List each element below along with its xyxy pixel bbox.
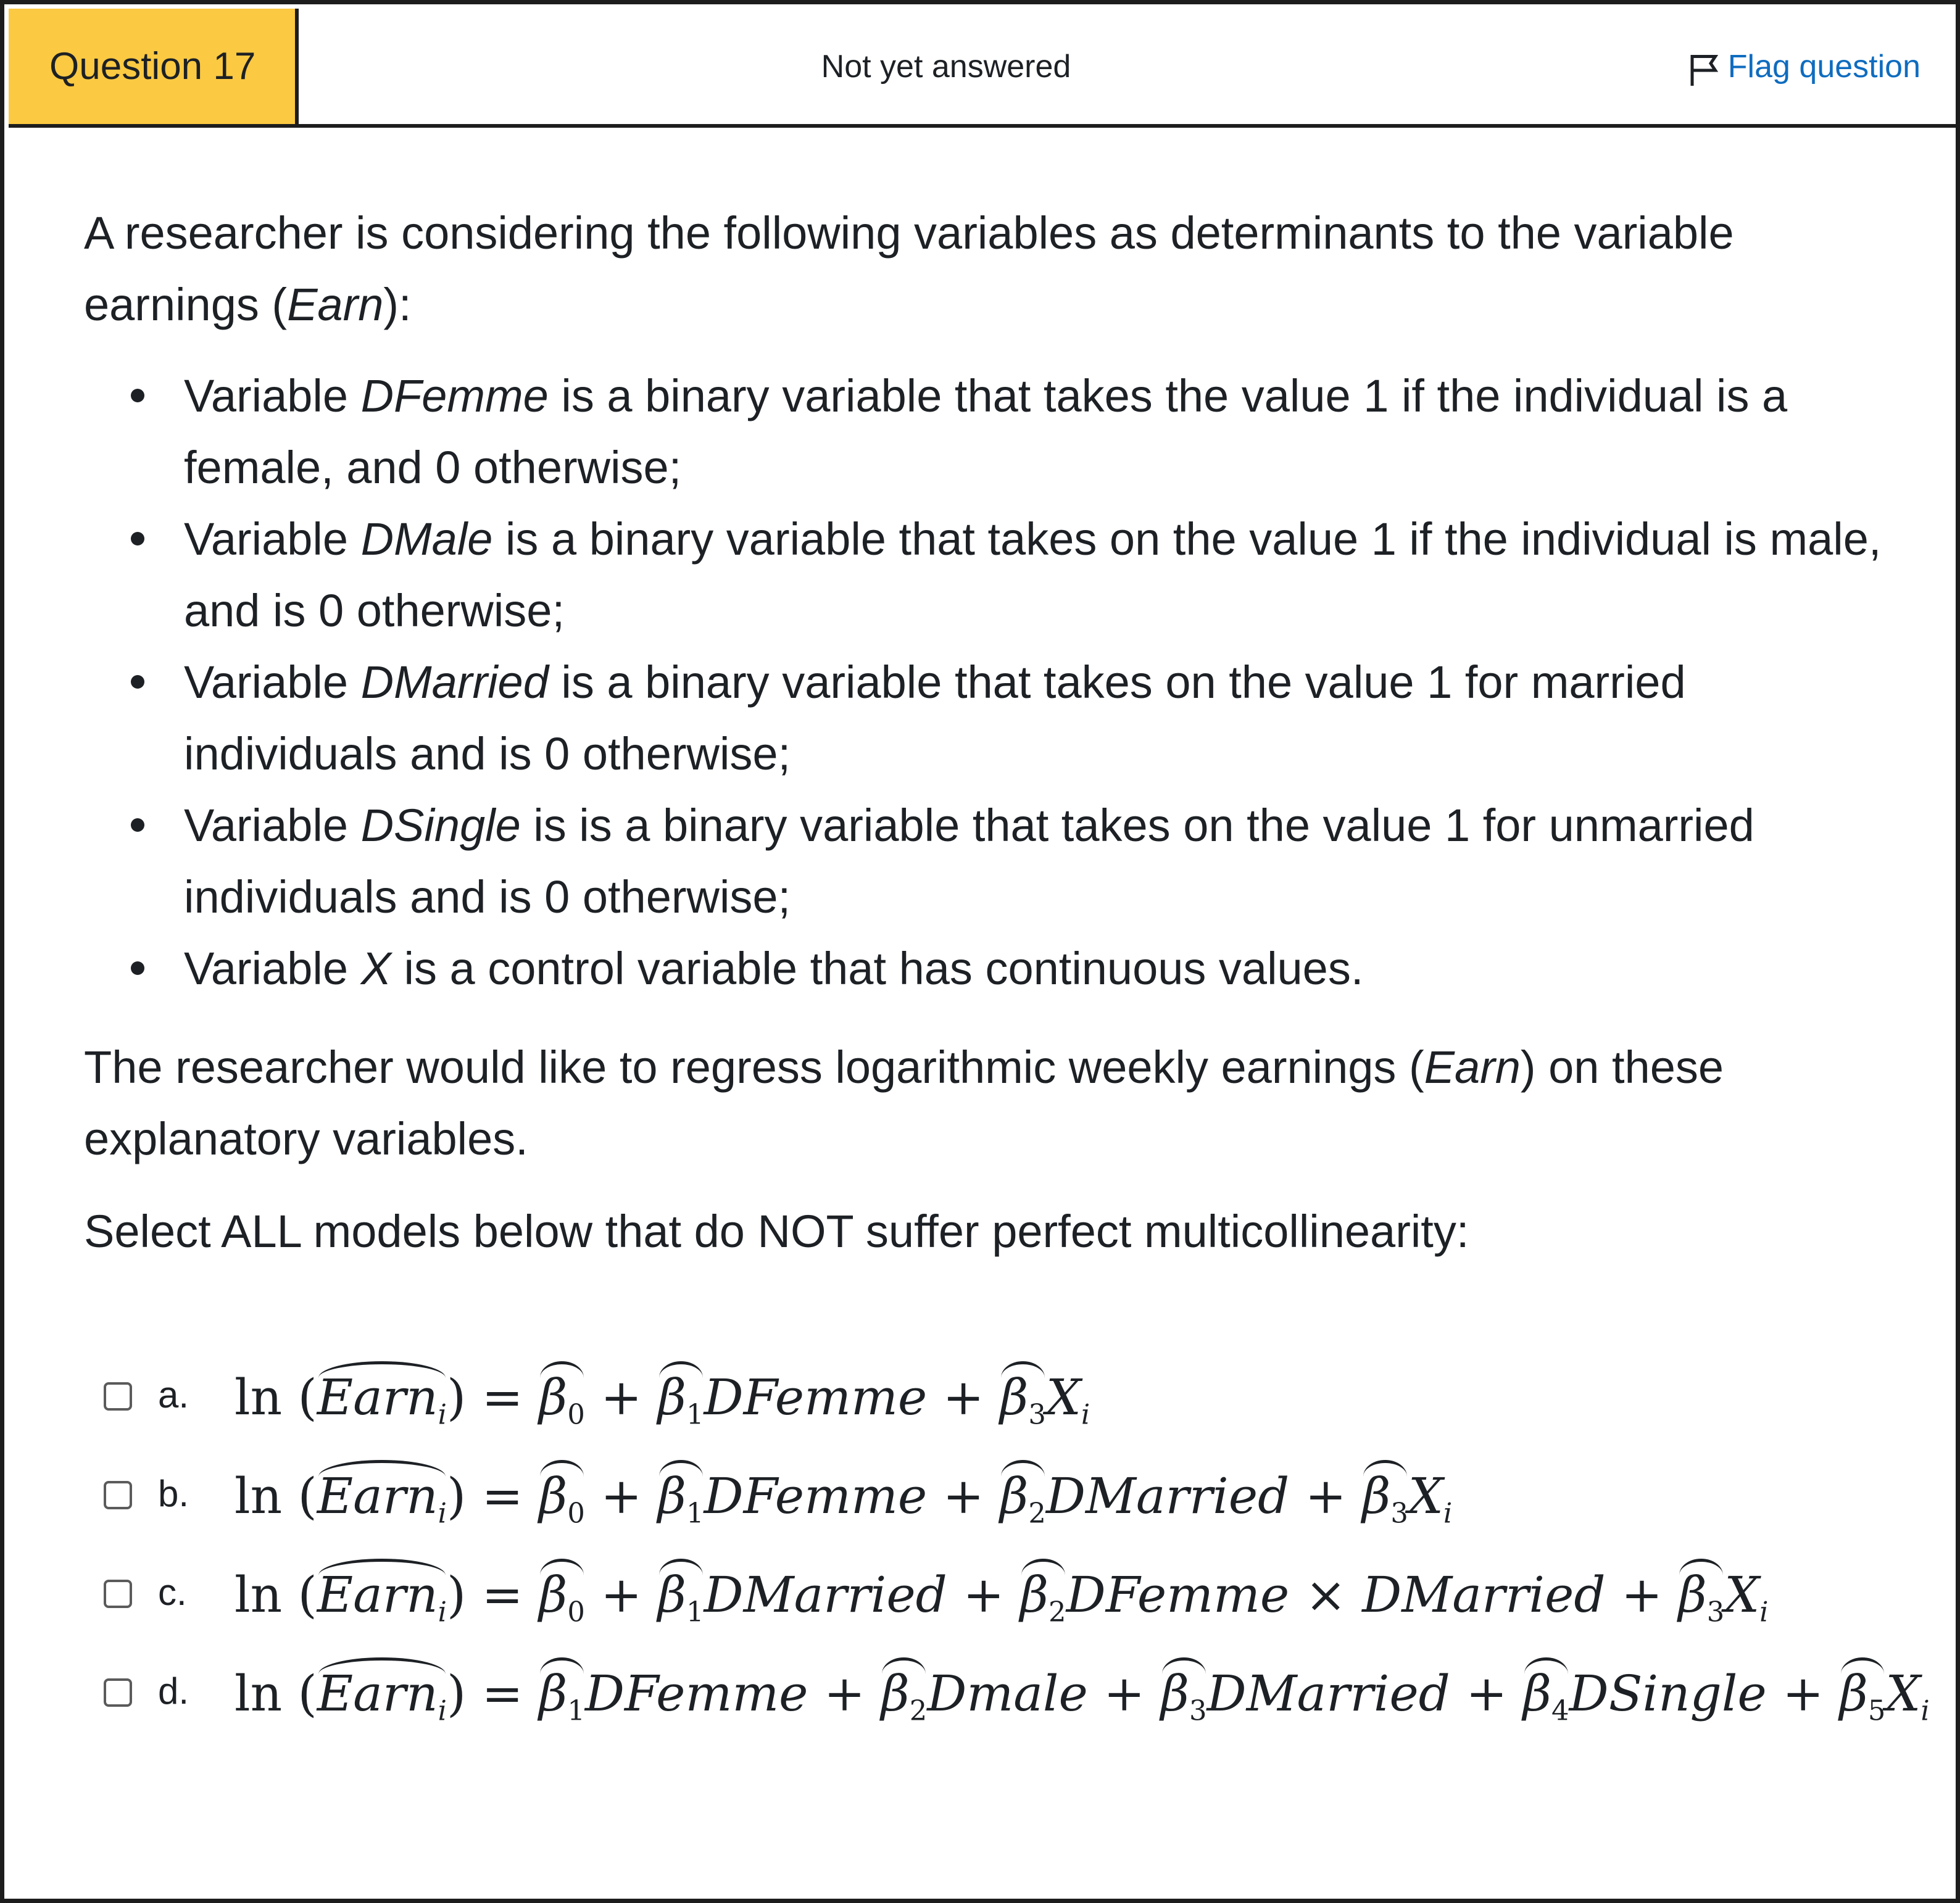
- answer-letter: c.: [158, 1572, 187, 1613]
- answer-letter: a.: [158, 1374, 189, 1416]
- flag-icon: [1686, 52, 1723, 89]
- list-item: Variable X is a control variable that has continuous values.: [184, 933, 1898, 1005]
- question-header: [9, 9, 1960, 128]
- answer-checkbox[interactable]: [104, 1580, 132, 1608]
- variable-list: [84, 360, 1898, 1005]
- question-state: [302, 9, 1590, 124]
- answer-options: [104, 1364, 1930, 1759]
- answer-option-c[interactable]: [104, 1561, 1893, 1660]
- question-prompt: Select ALL models below that do NOT suffer perfect multicollinearity:: [84, 1206, 1469, 1257]
- answer-checkbox[interactable]: [104, 1678, 132, 1707]
- answer-option-d[interactable]: [104, 1660, 1930, 1759]
- answer-formula: ln (Earn$_i$) = $\beta_1DFemme$ + $\beta_2Dmale$ + $\beta_3DMarried$ + $\beta_4DSingle + \beta_5X_i$: [235, 1660, 1930, 1728]
- question-intro: A researcher is considering the following variables as determinants to the variable earnings (Earn):: [84, 207, 1734, 330]
- question-number-label: Question 17: [49, 45, 256, 88]
- list-item: Variable DMale is a binary variable that takes on the value 1 if the individual is male, and is 0 otherwise;: [184, 504, 1898, 647]
- question-text: [84, 197, 1898, 1267]
- answer-option-a[interactable]: [104, 1364, 1893, 1462]
- question-number: [9, 9, 299, 124]
- list-item: Variable DSingle is is a binary variable that takes on the value 1 for unmarried individuals and is 0 otherwise;: [184, 790, 1898, 933]
- question-state-label: Not yet answered: [821, 48, 1071, 85]
- question-regression-text: The researcher would like to regress logarithmic weekly earnings (Earn) on these explanatory variables.: [84, 1042, 1724, 1164]
- flag-question-link[interactable]: [1686, 9, 1921, 124]
- list-item: Variable DFemme is a binary variable that takes the value 1 if the individual is a female, and 0 otherwise;: [184, 360, 1898, 504]
- flag-question-label: Flag question: [1727, 48, 1921, 85]
- answer-option-b[interactable]: [104, 1462, 1893, 1561]
- answer-checkbox[interactable]: [104, 1481, 132, 1509]
- answer-formula: ln (Earn$_i$) = $\beta_0$ + $\beta_1DFemme + \beta_3X_i$: [235, 1364, 1090, 1432]
- answer-formula: ln (Earn$_i$) = $\beta_0$ + $\beta_1DFemme$ + $\beta_2DMarried + \beta_3X_i$: [235, 1462, 1452, 1530]
- answer-letter: b.: [158, 1473, 189, 1514]
- answer-letter: d.: [158, 1670, 189, 1712]
- list-item: Variable DMarried is a binary variable that takes on the value 1 for married individuals and is 0 otherwise;: [184, 647, 1898, 790]
- answer-formula: ln (Earn$_i$) = $\beta_0$ + $\beta_1DMarried$ + $\beta_2DFemme$ × DMarried + $\beta_3X_i$: [235, 1561, 1768, 1629]
- answer-checkbox[interactable]: [104, 1382, 132, 1411]
